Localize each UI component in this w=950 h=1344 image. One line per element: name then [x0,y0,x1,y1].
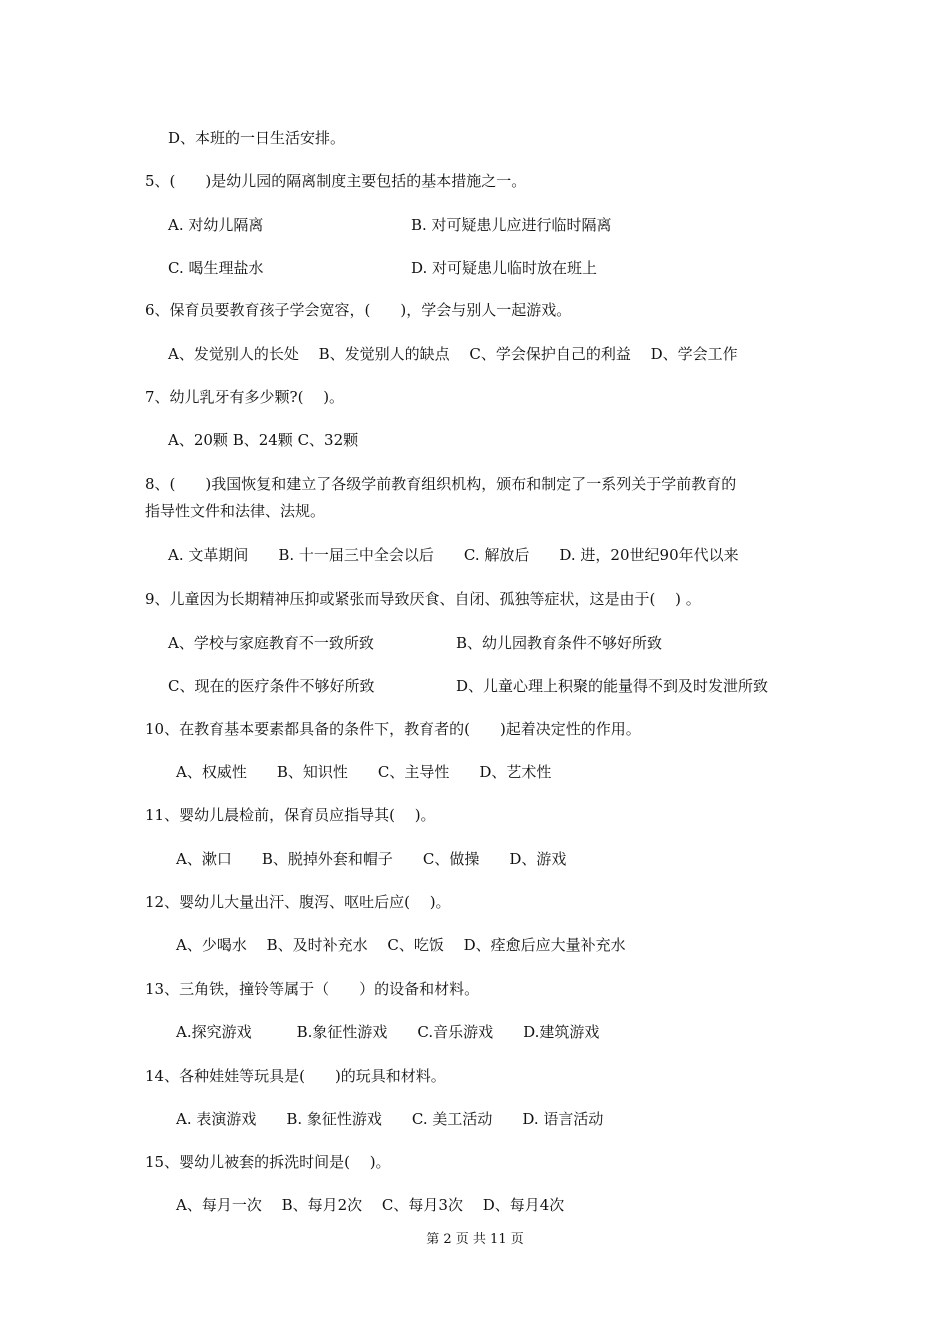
q7-options: A、20颗 B、24颗 C、32颗 [168,431,359,449]
question-6: 6、保育员要教育孩子学会宽容，( )，学会与别人一起游戏。 [145,301,572,319]
page-footer: 第 2 页 共 11 页 [426,1232,524,1247]
q5-option-b: B. 对可疑患儿应进行临时隔离 [411,216,612,234]
question-5: 5、( )是幼儿园的隔离制度主要包括的基本措施之一。 [145,172,527,190]
question-14: 14、各种娃娃等玩具是( )的玩具和材料。 [145,1067,446,1085]
q9-option-d: D、儿童心理上积聚的能量得不到及时发泄所致 [456,677,769,695]
question-12: 12、婴幼儿大量出汗、腹泻、呕吐后应( )。 [145,893,451,911]
q9-option-b: B、幼儿园教育条件不够好所致 [456,634,663,652]
q9-option-a: A、学校与家庭教育不一致所致 [168,634,374,652]
question-15: 15、婴幼儿被套的拆洗时间是( )。 [145,1153,391,1171]
q5-option-a: A. 对幼儿隔离 [168,216,264,234]
q15-options: A、每月一次 B、每月2次 C、每月3次 D、每月4次 [176,1196,565,1214]
question-10: 10、在教育基本要素都具备的条件下，教育者的( )起着决定性的作用。 [145,720,641,738]
question-13: 13、三角铁，撞铃等属于（ ）的设备和材料。 [145,980,480,998]
q5-option-d: D. 对可疑患儿临时放在班上 [411,259,598,277]
q13-options: A.探究游戏 B.象征性游戏 C.音乐游戏 D.建筑游戏 [176,1023,600,1041]
q6-options: A、发觉别人的长处 B、发觉别人的缺点 C、学会保护自己的利益 D、学会工作 [168,345,738,363]
question-9: 9、儿童因为长期精神压抑或紧张而导致厌食、自闭、孤独等症状，这是由于( ) 。 [145,590,701,608]
q8-options: A. 文革期间 B. 十一届三中全会以后 C. 解放后 D. 进，20世纪90年代以来 [168,546,739,564]
question-11: 11、婴幼儿晨检前，保育员应指导其( )。 [145,806,436,824]
q14-options: A. 表演游戏 B. 象征性游戏 C. 美工活动 D. 语言活动 [176,1110,604,1128]
q12-options: A、少喝水 B、及时补充水 C、吃饭 D、痊愈后应大量补充水 [176,936,626,954]
question-8-line2: 指导性文件和法律、法规。 [145,502,326,520]
q5-option-c: C. 喝生理盐水 [168,259,264,277]
q11-options: A、漱口 B、脱掉外套和帽子 C、做操 D、游戏 [176,850,567,868]
question-8-line1: 8、( )我国恢复和建立了各级学前教育组织机构，颁布和制定了一系列关于学前教育的 [145,475,737,493]
q4-option-d: D、本班的一日生活安排。 [168,129,346,147]
q10-options: A、权威性 B、知识性 C、主导性 D、艺术性 [176,763,552,781]
question-7: 7、幼儿乳牙有多少颗?( )。 [145,388,345,406]
q9-option-c: C、现在的医疗条件不够好所致 [168,677,375,695]
